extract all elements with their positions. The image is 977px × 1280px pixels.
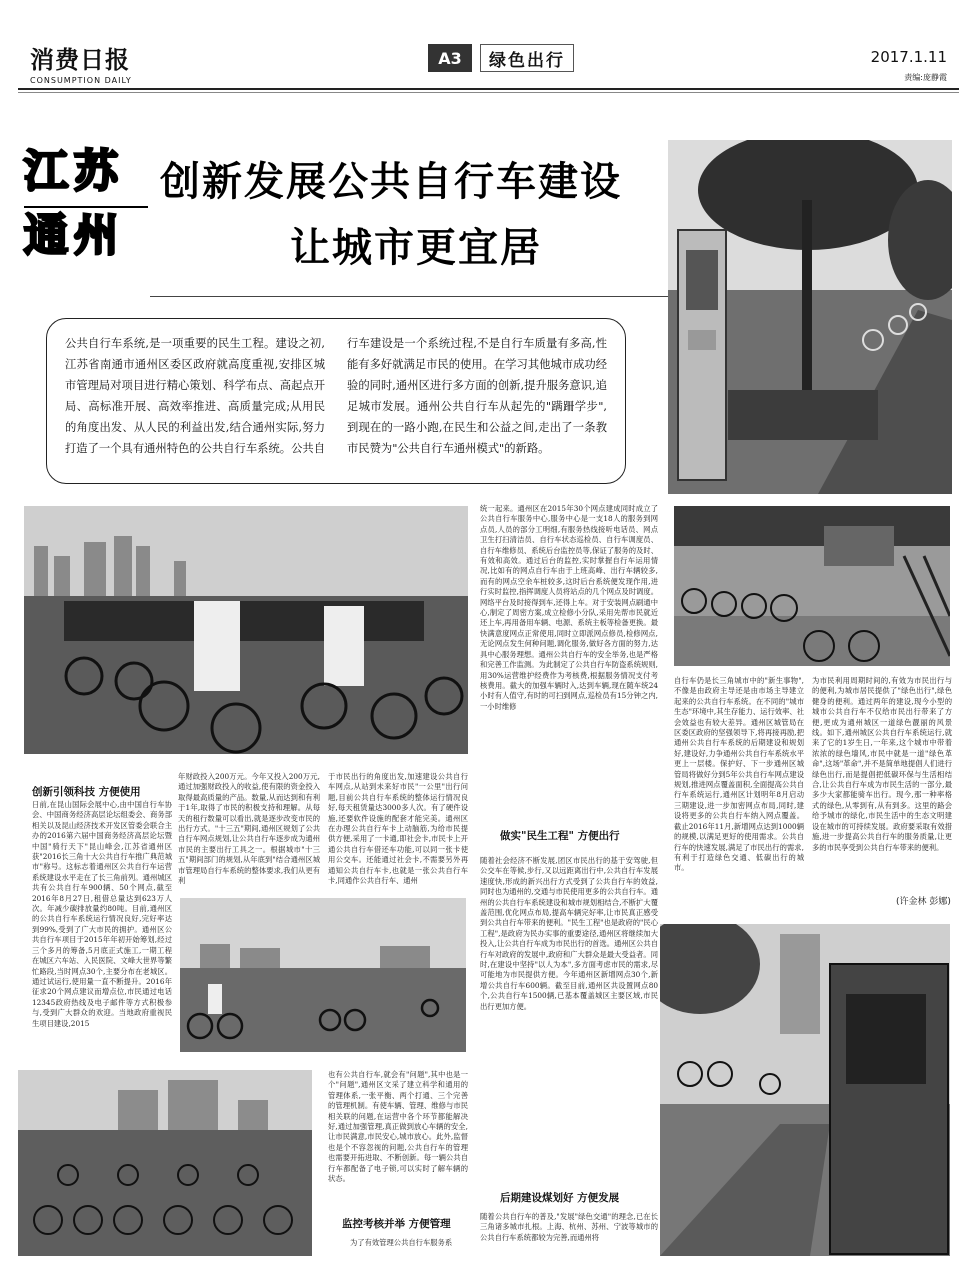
article-column-10: 为了有效管理公共自行车服务系 — [350, 1238, 453, 1247]
subhead-livelihood: 做实"民生工程" 方便出行 — [500, 830, 620, 842]
header-rule — [18, 88, 959, 90]
lead-paragraph: 公共自行车系统,是一项重要的民生工程。建设之初,江苏省南通市通州区委区政府就高度重视,安排区城市管理局对项目进行精心策划、科学布点、高起点开局、高标准开展、高效率推进、高质量完成;从用民的角度出发、从人民的利益出发,结合通州实际,努力打造了一个具有通州特色的公共自行车系统。公共自行车建设是一个系统过程,不是自行车质量有多高,性能有多好就满足市民的使用。在学习其他城市成功经验的同时,通州区进行多方面的创新,提升服务意识,追足城市发展。通州公共自行车从起先的"蹒跚学步",到现在的一路小跑,在民生和公益之间,走出了一条教市民赞为"公共自行车通州模式"的新路。 — [46, 318, 626, 484]
photo-street-dock — [660, 924, 950, 1256]
region-divider — [24, 206, 148, 208]
article-column-5: 随着社会经济不断发展,团区市民出行的基于安驾驶,但公交车在等候,步行,又以远距离出行中,公共自行车发展速度快,形成的新兴出行方式受到了公共自行车的效益,同时也为通州的,交通与市民使用更多的公共自行车。通州的公共自行车系统建设和城市规划相结合,不断扩大覆盖范围,优化网点布局,提高车辆完好率,让市民真正感受到公共自行车带来的便利。"民生工程"也是政府的"民心工程",是政府为民办实事的重要途径,通州区将继续加大投入,让公共自行车成为市民出行的首选。通州区公共自行车对政府的发展中,政府和广大群众是最大受益者。同时,在建设中坚持"以人为本",多方面考虑市民的需求,尽可能地为市民提供方便。今年通州区新增网点30个,新增公共自行车600辆。截至目前,通州区共设置网点80个,公共自行车1500辆,已基本覆盖城区主要区域,市民出行更加方便。 — [480, 856, 658, 1011]
headline-rule — [150, 296, 670, 297]
headline-line1: 创新发展公共自行车建设 — [160, 159, 622, 205]
article-column-9: 随着公共自行车的普及,"发展"绿色交通"的理念,已在长三角诸多城市扎根。上海、杭州、苏州、宁波等城市的公共自行车系统都较为完善,而通州将 — [480, 1212, 658, 1242]
section-title: 绿色出行 — [480, 44, 574, 72]
subhead-innovation: 创新引领科技 方便使用 — [32, 786, 141, 798]
article-column-8: 也有公共自行车,就会有"问题",其中也是一个"问题",通州区文采了建立科学和通用的管理体系,一张平衡、两个打通、三个完善的管理机制。有使车辆、管理、维修与市民相关联的问题,在运营中各个环节都能解决好,通过加强管理,真正做到放心车辆的安全,让市民满意,市民安心,城市放心。此外,监督也是个不容忽视的问题,公共自行车的管理也需要开拓进取、不断创新。每一辆公共自行车都配备了电子锁,可以实时了解车辆的状态。 — [328, 1070, 468, 1184]
subhead-planning: 后期建设煤划好 方便发展 — [500, 1192, 620, 1204]
article-byline: (许金林 彭娜) — [896, 897, 951, 907]
photo-bike-dock-row — [674, 506, 950, 666]
photo-cycling-event — [24, 506, 468, 754]
page-number: A3 — [428, 44, 472, 72]
article-column-2: 年财政投入200万元。今年又投入200万元,通过加强财政投入的收益,使有限的资金投入取得最高质量的产品。数量,从而达到和有利于1年,取得了市民的积极支持和理解。从每天的租行数量可以看出,就是逐步改变市民的出行方式。"十三五"期间,通州区规划了公共自行车网点规划,让公共自行车逐步成为通州市民的主要出行工具之一。根据城市"十三五"期间部门的规划,从年底到"结合通州区城市管理局自行车系统的整体要求,我们从更有利 — [178, 772, 320, 886]
header-rule-thin — [18, 92, 959, 93]
editor-credit: 责编:庞静霞 — [904, 73, 947, 82]
article-column-7: 为市民利用周期时间的,有效为市民出行与的便利,为城市居民提供了"绿色出行",绿色健身的便利。通过两年的建设,现今小型的城市公共自行车不仅给市民出行带来了方便,更成为通州城区一道绿色靓丽的风景线。如下,通州城区公共自行车系统运行,就来了它的1岁生日,一年来,这个城市中带着浓浓的绿色墙风,市民中就是一道"绿色革命",这场"革命",并不是简单地提倡人们进行绿色出行,而是提倡把低碳环保与生活相结合,让公共自行车成为市民生活的一部分,最多少大家都能骑车出行。现今,那一种率格式的绿色,从零到有,从有到多。这里的路会给予城市的绿化,市民生活中的生态文明建设在城市的可持续发展。政府要采取有效措施,进一步提高公共自行车的服务质量,让更多的市民享受到公共自行车带来的便利。 — [812, 676, 952, 852]
photo-parked-fleet — [18, 1070, 312, 1256]
article-column-1: 日前,在昆山国际会展中心,由中国自行车协会、中国商务经济高层论坛组委会、商务部相关以及昆山经济技术开发区管委会联合主办的2016第六届中国商务经济高层论坛暨中国"骑行天下"昆山峰会,江苏省通州区获"2016长三角十大公共自行车推广典范城市"称号。这标志着通州区公共自行车运营系统建设水平走在了长三角前列。通州城区共有公共自行车900辆、50个网点,截至2016年8月27日,租借总量达到623万人次。年减少碳排放量约80吨。目前,通州区的公共自行车系统运行情况良好,完好率达到99%,受到了广大市民的拥护。通州区公共自行车项目于2015年年初开始筹划,经过三个多月的筹备,5月底正式施工,一期工程在城区六车站、入民医院、文峰大世界等繁忙路段,当时网点30个,主要分布在老城区。通过试运行,使用量一直不断提升。2016年征求20个网点建议而增点位,市民通过电话12345政府热线及电子邮件等方式积极参与,受到广大群众的欢迎。当地政府重视民生项目建设,2015 — [32, 800, 172, 1028]
headline-line2: 让城市更宜居 — [290, 225, 542, 271]
masthead-subtitle: CONSUMPTION DAILY — [30, 76, 132, 85]
masthead-title: 消费日报 — [30, 45, 130, 74]
subhead-monitoring: 监控考核并举 方便管理 — [342, 1218, 451, 1230]
photo-square-riders — [180, 898, 466, 1052]
article-column-4: 统一起来。通州区在2015年30个网点建成同时成立了公共自行车服务中心,服务中心是一支18人的服务到网点员,人员的部分工明细,有服务热线接听电话员、网点卫生打扫清洁员、自行车状态巡检员、自行车调度员、自行车维修员、系统后台监控员等,保证了服务的及时、有效和高效。通过后台的监控,实时掌握自行车运用情况,比如有的网点自行车由于上班高峰、出行车辆较多,而有的网点空余车桩较多,这时后台系统便发现作用,进行实时监控,指挥调度人员将站点的几个网点及时调度。网络平台及时接得到车,还得上车。对于安装网点刷通中心,制定了周密方案,成立检修小分队,采用先帮市民就近还上车,再用备用车辆、电源、系统主板等检备更换。最快满意度网点正常使用,同时立即派网点修员,检修网点,无论网点发生何种问题,调化服务,做好各方面的努力,达具中心服务理想。通州公共自行车的安全举务,也是严格和完善工作监测。为此制定了公共自行车防盗系统规则,用30%运营维护经费作为考核费,根据服务情况支付考核费用。截大的加强车辆时入,达到车辆,现在随车统24小时有人值守,有时的可扫到网点,巡检员有15分钟之内,一小时维修 — [480, 504, 658, 711]
article-column-3: 于市民出行的角度出发,加速建设公共自行车网点,从站到未来好市民"一公里"出行问题,目前公共自行车系统的整体运行情况良好,每天租赁量达3000多人次。有了硬件设施,还要软件设施的配套才能完美。通州区在办理公共自行车卡上动脑筋,为给市民提供方便,采用了一卡通,即社会卡,市民卡上开通公共自行车借还车功能,可以同一张卡使用公交车。还能通过社会卡,不需要另外再通知公共自行车卡,也就是一张公共自行车卡,同通作公共自行车、通州 — [328, 772, 468, 886]
photo-kiosk-station — [668, 140, 952, 494]
region-line1: 江苏 — [24, 146, 124, 197]
article-column-6: 自行车仍是长三角城市中的"新生事物",不像是由政府主导还是由市场主导建立起来的公共自行车系统。在不同的"城市生态"环境中,其生存能力、运行效率、社会效益也有较大差异。通州区城管局在区委区政府的坚强领导下,将再接再励,把通州公共自行车系统的后期建设和规划好,建设好,力争通州公共自行车系统水平更上一层楼。保护好、下一步通州区城管局将做好分到5年公共自行车网点建设规划,推进网点覆盖面积,全面提高公共自行车系统运行,通州区计划明年8月启动三期建设,进一步加密网点布局,同时,建设将更多的公共自行车纳入网点覆盖。截止2016年11月,新增网点达到1000辆的规模,以满足更好的使用需求。公共自行车的快速发展,满足了市民出行的需求,有利于打造绿色交通、低碳出行的城市。 — [674, 676, 804, 873]
issue-date: 2017.1.11 — [870, 48, 947, 66]
region-line2: 通州 — [24, 210, 124, 261]
